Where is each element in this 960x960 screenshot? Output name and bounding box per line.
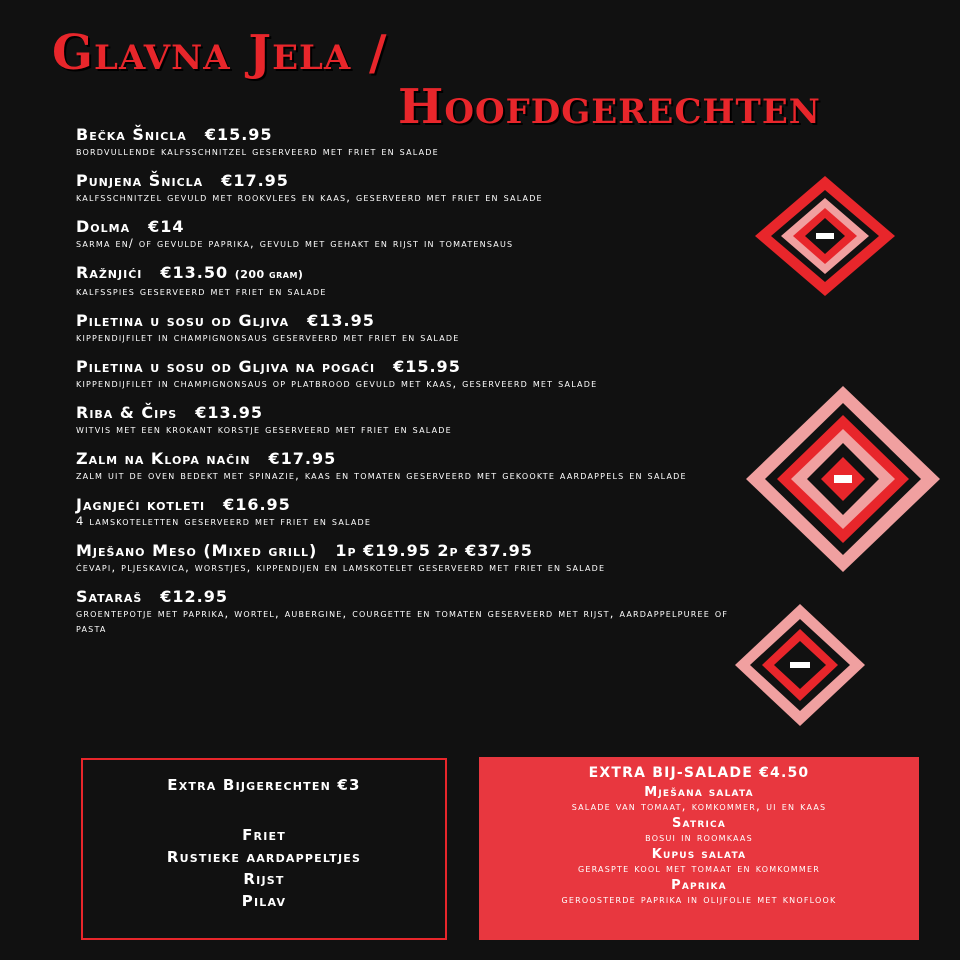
dish-name: Zalm na Klopa način — [76, 449, 251, 468]
dish-item — [76, 496, 736, 529]
salad-item — [479, 879, 919, 906]
dish-name: Piletina u sosu od Gljiva — [76, 311, 290, 330]
extra-salads-title: EXTRA BIJ-SALADE €4.50 — [588, 765, 810, 781]
dish-description: kippendijfilet in champignonsaus op platbrood gevuld met kaas, geserveerd met salade — [76, 376, 598, 390]
list-item: Rijst — [243, 870, 285, 888]
dish-description: groentepotje met paprika, wortel, aubergine, courgette en tomaten geserveerd met rijst, aardappelpuree of pasta — [76, 606, 729, 635]
dish-price: €16.95 — [223, 495, 291, 514]
dish-description: kippendijfilet in champignonsaus geserveerd met friet en salade — [76, 330, 460, 344]
salad-item — [479, 786, 919, 813]
salad-description: geroosterde paprika in olijfolie met knoflook — [561, 892, 837, 906]
dish-price: 1p €19.95 2p €37.95 — [335, 541, 533, 560]
salad-name: Satrica — [671, 816, 727, 831]
salad-description: bosui in roomkaas — [645, 830, 753, 844]
list-item: Friet — [242, 826, 286, 844]
extra-sides-list — [83, 824, 445, 912]
salad-description: salade van tomaat, komkommer, ui en kaas — [571, 799, 827, 813]
dish-description: zalm uit de oven bedekt met spinazie, kaas en tomaten geserveerd met gekookte aardappels en salade — [76, 468, 687, 482]
salad-item — [479, 848, 919, 875]
dish-description: kalfsschnitzel gevuld met rookvlees en kaas, geserveerd met friet en salade — [76, 190, 543, 204]
dish-price: €13.95 — [195, 403, 263, 422]
extra-salads-box — [479, 757, 919, 940]
dish-name: Riba & Čips — [76, 403, 178, 422]
salad-name: Paprika — [671, 878, 727, 893]
dish-description: sarma en/ of gevulde paprika, gevuld met gehakt en rijst in tomatensaus — [76, 236, 514, 250]
dish-description: 4 lamskoteletten geserveerd met friet en salade — [76, 514, 372, 528]
dish-name: Punjena Šnicla — [76, 171, 204, 190]
dish-description: bordvullende kalfsschnitzel geserveerd met friet en salade — [76, 144, 439, 158]
dish-price: €15.95 — [393, 357, 461, 376]
dish-name: Jagnjeći kotleti — [76, 495, 206, 514]
dish-item — [76, 264, 736, 299]
dish-item — [76, 358, 736, 391]
kilim-ornament-icon — [746, 386, 940, 572]
menu-title-line-1: Glavna Jela / — [52, 25, 388, 81]
list-item: Pilav — [241, 892, 287, 910]
dish-name: Dolma — [76, 217, 131, 236]
dish-name: Bečka Šnicla — [76, 125, 187, 144]
dish-item — [76, 312, 736, 345]
dish-item — [76, 542, 736, 575]
kilim-ornament-icon — [735, 604, 865, 726]
kilim-ornament-icon — [755, 176, 895, 296]
extra-sides-title: Extra Bijgerechten €3 — [167, 776, 361, 794]
dish-item — [76, 218, 736, 251]
dish-price: €17.95 — [221, 171, 289, 190]
dish-name: Ražnjići — [76, 263, 143, 282]
dish-description: witvis met een krokant korstje geserveerd met friet en salade — [76, 422, 452, 436]
menu-title-line-2: Hoofdgerechten — [398, 79, 821, 135]
dish-name: Mješano Meso (Mixed grill) — [76, 541, 318, 560]
dish-price: €12.95 — [160, 587, 229, 606]
dish-price: €13.95 — [307, 311, 375, 330]
dish-item — [76, 588, 736, 636]
dish-name: Piletina u sosu od Gljiva na pogaći — [76, 357, 376, 376]
dish-note: (200 gram) — [234, 268, 304, 281]
salad-name: Mješana salata — [644, 785, 754, 800]
dish-price: €15.95 — [204, 125, 273, 144]
dish-item — [76, 172, 736, 205]
dish-item — [76, 126, 736, 159]
dish-price: €17.95 — [268, 449, 337, 468]
dish-item — [76, 404, 736, 437]
extra-sides-box — [81, 758, 447, 940]
main-dish-list — [76, 126, 736, 649]
list-item: Rustieke aardappeltjes — [166, 848, 362, 866]
dish-price: €13.50 — [160, 263, 229, 282]
dish-price: €14 — [148, 217, 185, 236]
dish-item — [76, 450, 736, 483]
dish-name: Sataraš — [76, 587, 143, 606]
salad-name: Kupus salata — [651, 847, 747, 862]
salad-item — [479, 817, 919, 844]
dish-description: kalfsspies geserveerd met friet en salade — [76, 284, 327, 298]
salad-description: geraspte kool met tomaat en komkommer — [577, 861, 821, 875]
dish-description: ćevapi, pljeskavica, worstjes, kippendijen en lamskotelet geserveerd met friet en salade — [76, 560, 606, 574]
